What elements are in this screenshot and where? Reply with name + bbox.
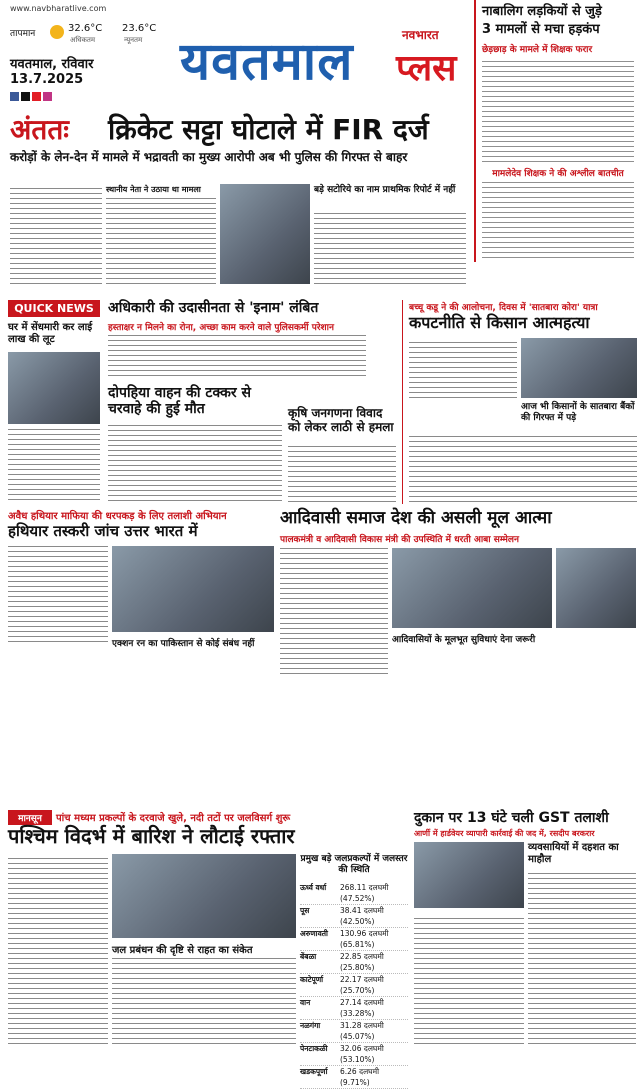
adivasi-headline: आदिवासी समाज देश की असली मूल आत्मा: [280, 508, 552, 528]
city-day: यवतमाल, रविवार: [10, 57, 94, 72]
accident-headline: दोपहिया वाहन की टक्कर से चरवाहे की हुई मौत: [108, 385, 251, 417]
right-top-story: [474, 0, 640, 262]
cricket-player-photo: [220, 184, 310, 284]
dam-row: [300, 882, 408, 905]
dam-table-rows: [300, 882, 408, 1089]
lead-story: [0, 110, 470, 286]
arms-story: [0, 508, 276, 676]
dam-row: [300, 1066, 408, 1089]
dam-row: [300, 974, 408, 997]
dam-value: 27.14 दलघमी (33.28%): [340, 998, 384, 1018]
dam-value: 32.06 दलघमी (53.10%): [340, 1044, 384, 1064]
farmer-photo-caption: आज भी किसानों के सातबारा बैंकों की गिरफ्त में पड़े: [521, 402, 635, 423]
issue-date: 13.7.2025: [10, 72, 84, 87]
adivasi-story: [280, 508, 638, 676]
lead-sub-2: बड़े सटोरिये का नाम प्राथमिक रिपोर्ट में नहीं: [314, 185, 456, 195]
masthead: [0, 0, 470, 108]
adivasi-deck: पालकमंत्री व आदिवासी विकास मंत्री की उपस्थिति में धरती आबा सम्मेलन: [280, 535, 520, 545]
quick-news: [0, 300, 104, 500]
dam-value: 268.11 दलघमी (47.52%): [340, 883, 389, 903]
monsoon-story: [0, 810, 410, 1087]
arms-kicker: अवैध हथियार माफिया की धरपकड़ के लिए तलाशी अभियान: [8, 511, 227, 522]
monsoon-kicker-label: मानसून: [8, 810, 52, 825]
accident-story: [108, 385, 284, 503]
monsoon-headline: पश्चिम विदर्भ में बारिश ने लौटाई रफ्तार: [8, 824, 295, 848]
dam-value: 31.28 दलघमी (45.07%): [340, 1021, 384, 1041]
lead-deck: करोड़ों के लेन-देन में मामले में भद्रावती का मुख्य आरोपी अब भी पुलिस की गिरफ्त से बाहर: [10, 150, 408, 164]
right-top-box-title: मामलेदेव शिक्षक ने की अश्लील बातचीत: [492, 169, 624, 179]
award-deck: हस्ताक्षर न मिलने का रोना, अच्छा काम करने वाले पुलिसकर्मी परेशान: [108, 323, 334, 333]
min-label: न्यूनतम: [124, 36, 143, 44]
burglary-photo: [8, 352, 100, 424]
dam-row: [300, 1043, 408, 1066]
lead-sub-1: स्थानीय नेता ने उठाया था मामला: [106, 185, 201, 194]
dam-value: 38.41 दलघमी (42.50%): [340, 906, 384, 926]
dam-row: [300, 1020, 408, 1043]
lead-kicker: अंततः: [10, 113, 69, 146]
dam-name: काटेपूर्णा: [300, 975, 324, 984]
minister-stage-photo: [392, 548, 552, 628]
census-story: [288, 406, 398, 504]
right-top-subhead: छेड़छाड़ के मामले में शिक्षक फरार: [482, 45, 593, 55]
twitter-icon[interactable]: [21, 92, 30, 101]
rain-photo: [112, 854, 296, 938]
gst-deck: आर्णी में हार्डवेयर व्यापारी कार्रवाई की जद में, रसदीप बरकरार: [414, 829, 595, 838]
hardware-shop-photo: [414, 842, 524, 908]
gst-story: [414, 810, 638, 1050]
youtube-icon[interactable]: [32, 92, 41, 101]
logo-main: यवतमाल: [180, 32, 354, 92]
dam-table-title: प्रमुख बड़े जलप्रकल्पों में जलस्तर की स्थिति: [300, 854, 408, 875]
dam-name: पेनटाकळी: [300, 1044, 328, 1053]
gst-headline: दुकान पर 13 घंटे चली GST तलाशी: [414, 810, 609, 826]
dam-value: 22.85 दलघमी (25.80%): [340, 952, 384, 972]
dam-value: 130.96 दलघमी (65.81%): [340, 929, 389, 949]
arms-headline: हथियार तस्करी जांच उत्तर भारत में: [8, 522, 198, 540]
dam-name: बेंबळा: [300, 952, 317, 961]
census-headline: कृषि जनगणना विवाद को लेकर लाठी से हमला: [288, 406, 394, 434]
dam-row: [300, 928, 408, 951]
dam-name: नळगंगा: [300, 1021, 321, 1030]
quick-news-label: QUICK NEWS: [8, 300, 100, 317]
dam-value: 22.17 दलघमी (25.70%): [340, 975, 384, 995]
rain-photo-caption: जल प्रबंधन की दृष्टि से राहत का संकेत: [112, 945, 253, 956]
dam-row: [300, 951, 408, 974]
gst-box-title: व्यवसायियों में दहशत का माहौल: [528, 842, 619, 865]
max-label: अधिकतम: [70, 36, 96, 44]
quick-news-headline: घर में सेंधमारी कर लाई लाख की लूट: [8, 322, 93, 345]
dam-name: ऊर्ध्व वर्धा: [300, 883, 327, 892]
award-headline: अधिकारी की उदासीनता से 'इनाम' लंबित: [108, 300, 319, 316]
right-top-headline-2: 3 मामलों से मचा हड़कंप: [482, 22, 600, 37]
farmer-story: [402, 300, 639, 504]
instagram-icon[interactable]: [43, 92, 52, 101]
dam-name: पूस: [300, 906, 310, 915]
farmer-kicker: बच्चू कडू ने की आलोचना, दिवस में 'सातबारा कोरा' यात्रा: [409, 303, 598, 313]
dam-row: [300, 905, 408, 928]
logo-plus: प्लस: [396, 48, 457, 89]
monsoon-kicker: पांच मध्यम प्रकल्पों के दरवाजे खुले, नदी तटों पर जलविसर्ग शुरू: [56, 813, 291, 824]
right-top-headline-1: नाबालिग लड़कियों से जुड़े: [482, 4, 602, 19]
min-temp: 23.6°C: [122, 23, 157, 34]
dam-name: खडकपूर्णा: [300, 1067, 328, 1076]
website-url[interactable]: www.navbharatlive.com: [10, 4, 107, 13]
arms-seized-photo: [112, 546, 274, 632]
sun-icon: [50, 25, 64, 39]
temp-label: तापमान: [10, 29, 36, 39]
arms-callout: एक्शन रन का पाकिस्तान से कोई संबंध नहीं: [112, 639, 255, 649]
farmer-headline: कपटनीति से किसान आत्महत्या: [409, 313, 590, 332]
bachchu-kadu-photo: [521, 338, 637, 398]
logo-small: नवभारत: [402, 28, 439, 42]
dam-row: [300, 997, 408, 1020]
max-temp: 32.6°C: [68, 23, 103, 34]
minister-portrait-photo: [556, 548, 636, 628]
dam-table: [300, 854, 410, 1087]
weather-box: [10, 22, 180, 48]
facebook-icon[interactable]: [10, 92, 19, 101]
adivasi-subhead: आदिवासियों के मूलभूत सुविधाएं देना जरूरी: [392, 635, 536, 645]
lead-headline: क्रिकेट सट्टा घोटाले में FIR दर्ज: [108, 113, 429, 146]
dam-name: अरुणावती: [300, 929, 328, 938]
dam-name: वान: [300, 998, 311, 1007]
dam-value: 6.26 दलघमी (9.71%): [340, 1067, 380, 1087]
